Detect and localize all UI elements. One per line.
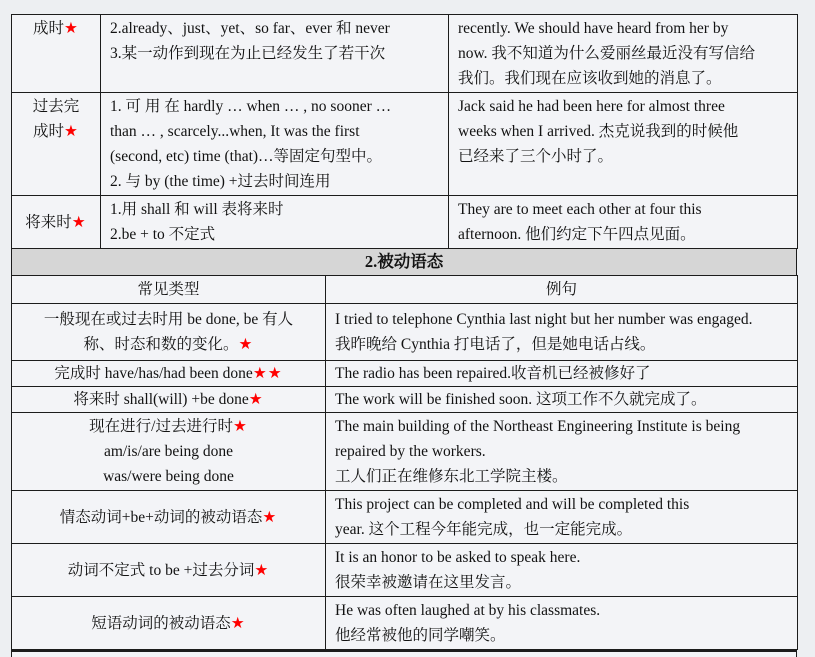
passive-example-cell [326, 491, 798, 544]
column-header-example: 例句 [326, 276, 798, 304]
star-icon: ★★ [252, 365, 283, 382]
passive-type-cell [12, 361, 326, 387]
star-icon: ★ [64, 123, 79, 140]
text-line: now. 我不知道为什么爱丽丝最近没有写信给 [458, 45, 755, 62]
text-line: am/is/are being done [103, 443, 234, 460]
tense-rule-cell [101, 93, 449, 196]
passive-type-cell [12, 387, 326, 413]
text-line: Jack said he had been here for almost three [458, 98, 725, 115]
text-line: 2. 与 by (the time) +过去时间连用 [110, 173, 331, 190]
table-row [12, 361, 798, 387]
text-line: 已经来了三个小时了。 [458, 148, 614, 165]
text-line: 将来时★ [25, 213, 87, 231]
text-line: 2.already、just、yet、so far、ever 和 never [110, 20, 390, 37]
tense-example-cell [449, 93, 798, 196]
text-line: 一般现在或过去时用 be done, be 有人 [43, 311, 294, 328]
text-line: It is an honor to be asked to speak here. [335, 549, 581, 566]
passive-type-cell [12, 304, 326, 361]
text-line: I tried to telephone Cynthia last night but her number was engaged. [335, 311, 753, 328]
text-line: weeks when I arrived. 杰克说我到的时候他 [458, 123, 739, 140]
text-line: This project can be completed and will be completed this [335, 496, 690, 513]
star-icon: ★ [238, 336, 254, 353]
passive-example-cell [326, 413, 798, 491]
passive-type-cell [12, 413, 326, 491]
tense-rule-cell [101, 15, 449, 93]
table-row [12, 304, 798, 361]
text-line: 1. 可 用 在 hardly … when … , no sooner … [110, 98, 392, 115]
tense-type-cell [12, 196, 101, 249]
text-line: 很荣幸被邀请在这里发言。 [335, 574, 522, 591]
star-icon: ★ [262, 508, 278, 526]
table-row [12, 413, 798, 491]
text-line: 我昨晚给 Cynthia 打电话了，但是她电话占线。 [335, 336, 656, 353]
passive-voice-section-header: 2.被动语态 [11, 249, 797, 275]
table-row [12, 491, 798, 544]
passive-example-cell [326, 361, 798, 387]
text-line: (second, etc) time (that)…等固定句型中。 [110, 148, 383, 165]
table-row [12, 276, 798, 304]
tense-type-cell [12, 93, 101, 196]
table-row [12, 597, 798, 650]
text-line: He was often laughed at by his classmates. [335, 602, 601, 619]
passive-type-cell [12, 544, 326, 597]
text-line: 现在进行/过去进行时★ [89, 418, 248, 435]
text-line: year. 这个工程今年能完成，也一定能完成。 [335, 521, 633, 538]
star-icon: ★ [71, 213, 87, 231]
text-line: They are to meet each other at four this [458, 201, 702, 218]
column-header-type: 常见类型 [12, 276, 326, 304]
star-icon: ★ [232, 418, 248, 435]
text-line: 工人们正在维修东北工学院主楼。 [335, 468, 568, 485]
text-line: 完成时 have/has/had been done★★ [54, 365, 283, 382]
text-line: recently. We should have heard from her by [458, 20, 729, 37]
text-line: 成时★ [33, 123, 79, 140]
tense-example-cell [449, 196, 798, 249]
text-line: The radio has been repaired.收音机已经被修好了 [335, 365, 651, 382]
star-icon: ★ [64, 20, 79, 37]
text-line: 称、时态和数的变化。★ [83, 336, 254, 353]
passive-table [11, 275, 798, 650]
passive-type-cell [12, 491, 326, 544]
table-row [12, 387, 798, 413]
passive-example-cell [326, 304, 798, 361]
text-line: repaired by the workers. [335, 443, 486, 460]
text-line: 1.用 shall 和 will 表将来时 [110, 201, 284, 218]
text-line: was/were being done [103, 468, 234, 485]
text-line: The main building of the Northeast Engineering Institute is being [335, 418, 741, 435]
tense-rule-cell [101, 196, 449, 249]
text-line: 2.be + to 不定式 [110, 226, 216, 243]
next-row-sliver [11, 650, 797, 657]
table-row [12, 196, 798, 249]
text-line: 短语动词的被动语态★ [91, 614, 246, 632]
table-row [12, 544, 798, 597]
passive-example-cell [326, 544, 798, 597]
passive-type-cell [12, 597, 326, 650]
tense-type-cell [12, 15, 101, 93]
text-line: 将来时 shall(will) +be done★ [73, 391, 264, 408]
star-icon: ★ [230, 614, 246, 632]
grammar-document-sheet [11, 14, 797, 657]
text-line: 情态动词+be+动词的被动语态★ [59, 508, 278, 526]
star-icon: ★ [248, 391, 264, 408]
tense-table [11, 14, 798, 249]
text-line: 过去完 [32, 98, 80, 115]
text-line: 动词不定式 to be +过去分词★ [67, 561, 270, 579]
text-line: than … , scarcely...when, It was the first [110, 123, 360, 140]
text-line: 他经常被他的同学嘲笑。 [335, 627, 506, 644]
passive-example-cell [326, 597, 798, 650]
text-line: The work will be finished soon. 这项工作不久就完成了。 [335, 391, 707, 408]
passive-example-cell [326, 387, 798, 413]
text-line: afternoon. 他们约定下午四点见面。 [458, 226, 696, 243]
text-line: 成时★ [33, 20, 79, 37]
table-row [12, 93, 798, 196]
text-line: 我们。我们现在应该收到她的消息了。 [458, 70, 722, 87]
table-row [12, 15, 798, 93]
tense-example-cell [449, 15, 798, 93]
star-icon: ★ [254, 561, 270, 579]
text-line: 3.某一动作到现在为止已经发生了若干次 [110, 45, 386, 62]
